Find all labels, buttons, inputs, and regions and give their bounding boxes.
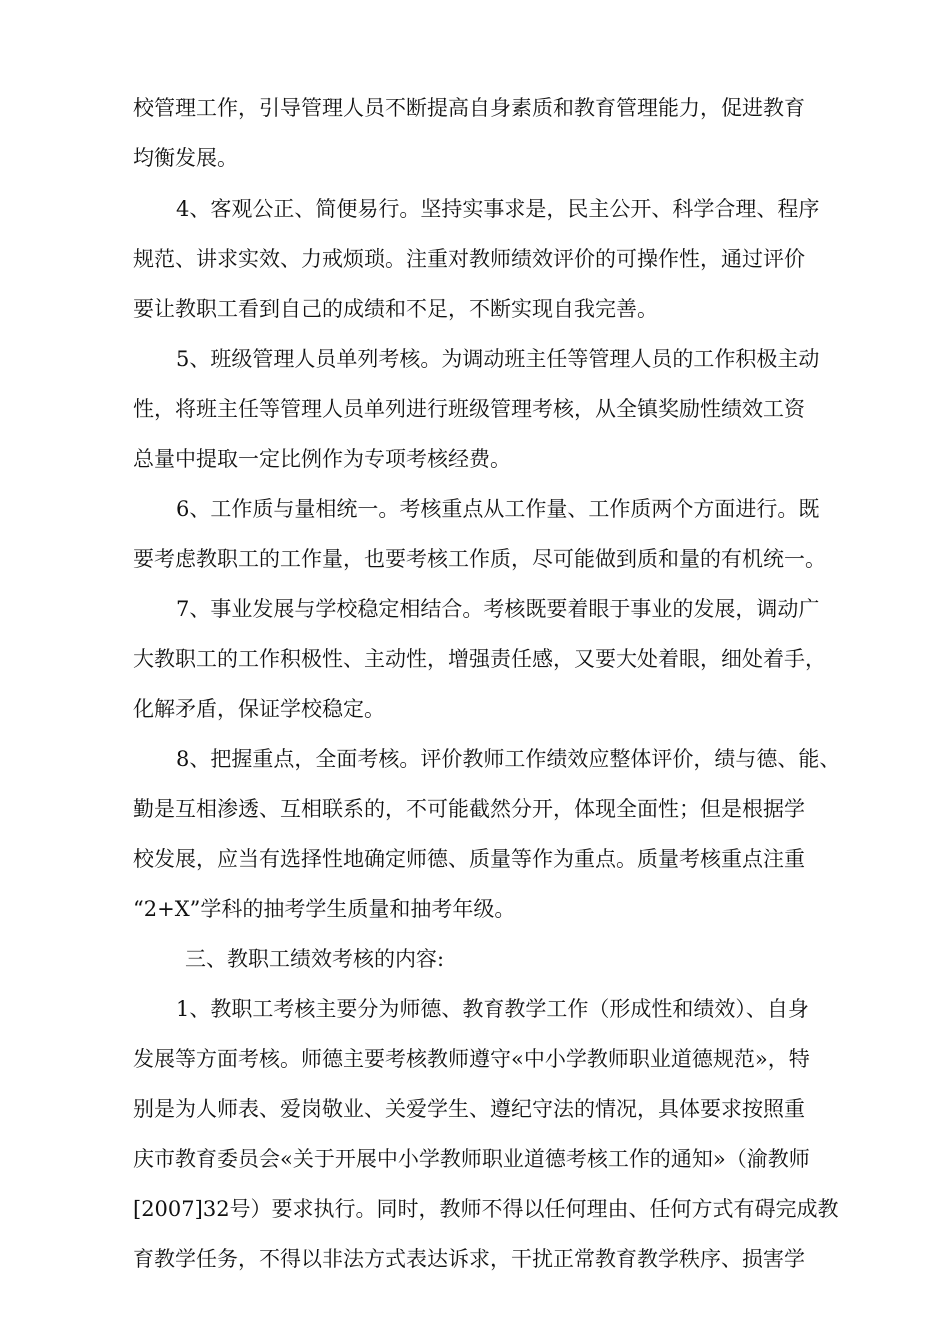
- text-line: 育教学任务，不得以非法方式表达诉求，干扰正常教育教学秩序、损害学: [133, 1247, 805, 1271]
- text-line: 勤是互相渗透、互相联系的，不可能截然分开，体现全面性；但是根据学: [133, 797, 805, 821]
- text-line: 要考虑教职工的工作量，也要考核工作质，尽可能做到质和量的有机统一。: [133, 547, 826, 571]
- text-line: 别是为人师表、爱岗敬业、关爱学生、遵纪守法的情况，具体要求按照重: [133, 1097, 805, 1121]
- paragraph-start: 5、班级管理人员单列考核。为调动班主任等管理人员的工作积极主动: [176, 347, 820, 371]
- text-line: [2007]32号）要求执行。同时，教师不得以任何理由、任何方式有碍完成教: [133, 1197, 839, 1221]
- paragraph-start: 8、把握重点，全面考核。评价教师工作绩效应整体评价，绩与德、能、: [176, 747, 841, 771]
- text-line: 化解矛盾，保证学校稳定。: [133, 697, 385, 721]
- text-line: 均衡发展。: [133, 146, 238, 170]
- text-line: 庆市教育委员会«关于开展中小学教师职业道德考核工作的通知»（渝教师: [133, 1147, 810, 1171]
- text-line: “2+X”学科的抽考学生质量和抽考年级。: [133, 897, 516, 921]
- text-line: 校管理工作，引导管理人员不断提高自身素质和教育管理能力，促进教育: [133, 96, 805, 120]
- paragraph-start: 6、工作质与量相统一。考核重点从工作量、工作质两个方面进行。既: [176, 497, 820, 521]
- text-line: 校发展，应当有选择性地确定师德、质量等作为重点。质量考核重点注重: [133, 847, 805, 871]
- text-line: 发展等方面考核。师德主要考核教师遵守«中小学教师职业道德规范»，特: [133, 1047, 810, 1071]
- text-line: 大教职工的工作积极性、主动性，增强责任感，又要大处着眼，细处着手，: [133, 647, 826, 671]
- text-line: 要让教职工看到自己的成绩和不足，不断实现自我完善。: [133, 297, 658, 321]
- paragraph-start: 1、教职工考核主要分为师德、教育教学工作（形成性和绩效）、自身: [176, 997, 809, 1021]
- text-line: 总量中提取一定比例作为专项考核经费。: [133, 447, 511, 471]
- text-line: 规范、讲求实效、力戒烦琐。注重对教师绩效评价的可操作性，通过评价: [133, 247, 805, 271]
- paragraph-start: 7、事业发展与学校稳定相结合。考核既要着眼于事业的发展，调动广: [176, 597, 820, 621]
- text-line: 性，将班主任等管理人员单列进行班级管理考核，从全镇奖励性绩效工资: [133, 397, 805, 421]
- section-heading: 三、教职工绩效考核的内容:: [185, 947, 445, 971]
- paragraph-start: 4、客观公正、简便易行。坚持实事求是，民主公开、科学合理、程序: [176, 197, 820, 221]
